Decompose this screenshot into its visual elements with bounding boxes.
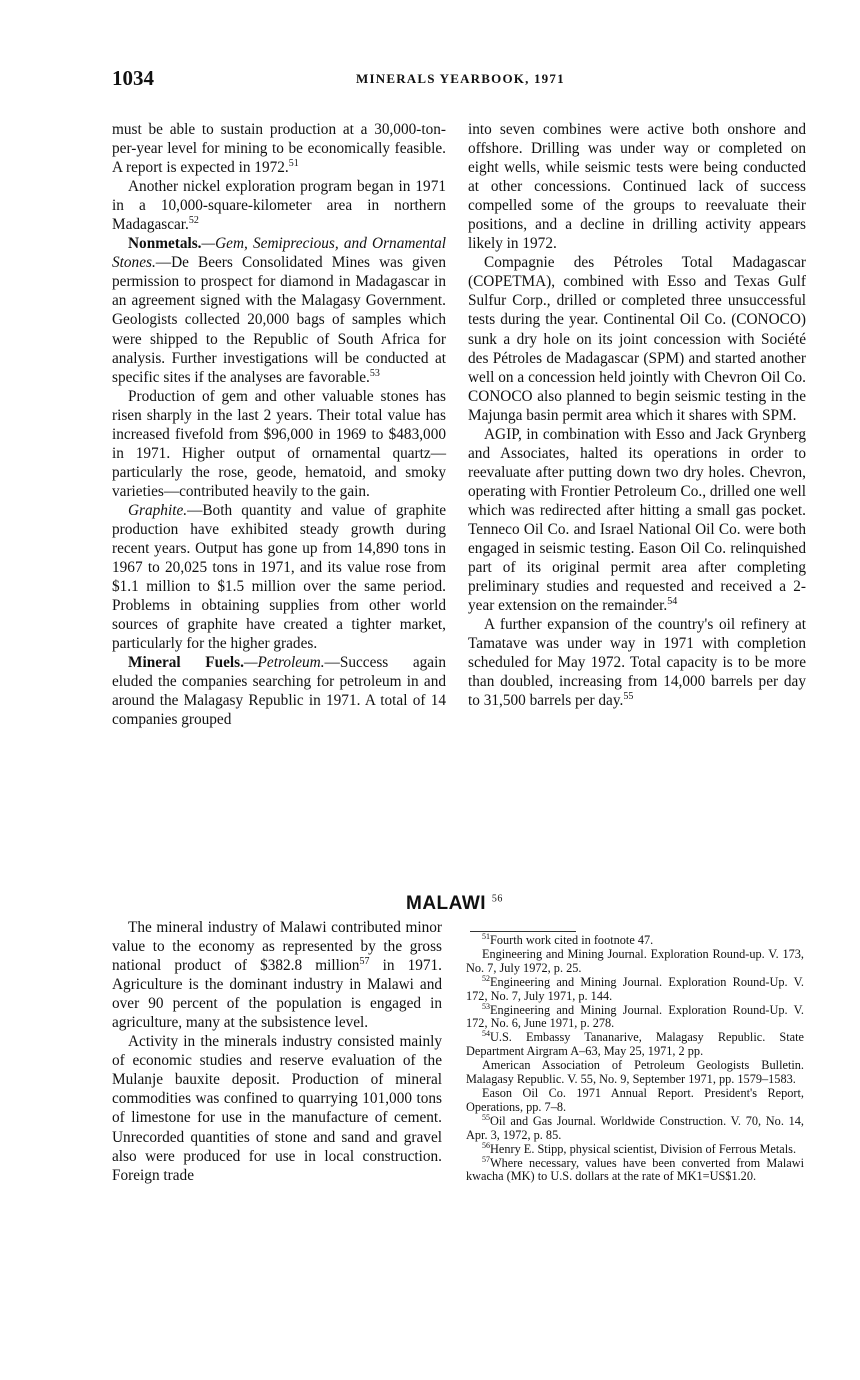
paragraph-text: The mineral industry of Malawi contributed minor value to the economy as represented by the gross national product of $382.8 million xyxy=(112,919,442,975)
footnote-number: 53 xyxy=(482,1001,490,1011)
column-right xyxy=(468,120,806,710)
paragraph xyxy=(112,1032,442,1184)
footnote-ref: 51 xyxy=(288,158,299,169)
paragraph xyxy=(112,918,442,1032)
footnote xyxy=(466,973,804,1004)
subheading: Nonmetals. xyxy=(128,235,202,253)
footnote-ref: 55 xyxy=(623,691,634,703)
footnote-number: 52 xyxy=(482,973,490,983)
paragraph-text: Activity in the minerals industry consisted mainly of economic studies and reserve evaluation of the Mulanje bauxite deposit. Production of mineral commodities was confined to quarrying 101,000 tons of limestone for use in the manufacture of cement. Unrecorded quantities of stone and sand and gravel also were produced for use in local construction. Foreign trade xyxy=(112,1033,442,1184)
footnote-ref: 52 xyxy=(188,215,199,227)
footnote-ref: 53 xyxy=(369,367,380,379)
footnote-number: 51 xyxy=(482,931,490,941)
paragraph xyxy=(468,425,806,615)
paragraph xyxy=(112,387,446,501)
footnote-text: Eason Oil Co. 1971 Annual Report. President's Report, Operations, pp. 7–8. xyxy=(466,1085,804,1114)
paragraph xyxy=(468,253,806,424)
footnote-text: Henry E. Stipp, physical scientist, Division of Ferrous Metals. xyxy=(490,1141,797,1156)
page-header xyxy=(112,66,808,96)
column-left xyxy=(112,120,446,730)
subheading-italic: Graphite. xyxy=(128,501,188,519)
footnote-text: Engineering and Mining Journal. Exploration Round-up. V. 173, No. 7, July 1972, p. 25. xyxy=(466,946,804,975)
footnote-text: Engineering and Mining Journal. Exploration Round-Up. V. 172, No. 7, July 1971, p. 144. xyxy=(466,974,804,1003)
paragraph-text: into seven combines were active both onshore and offshore. Drilling was under way or completed on eight wells, while seismic tests were being conducted at other concessions. Continued lack of success compelled some of the groups to reevaluate their positions, and a decline in drilling activity appears likely in 1972. xyxy=(468,121,806,253)
paragraph-text: AGIP, in combination with Esso and Jack Grynberg and Associates, halted its operations in order to reevaluate after putting down two dry holes. Chevron, operating with Frontier Petroleum Co., drilled one well which was redirected after hitting a small gas pocket. Tenneco Oil Co. and Israel National Oil Co. were both engaged in seismic testing. Eason Oil Co. relinquished part of its original permit area after completing preliminary studies and requested and received a 2-year extension on the remainder. xyxy=(468,425,806,615)
subheading: Mineral Fuels. xyxy=(128,654,244,672)
footnote-number: 55 xyxy=(482,1112,490,1122)
footnote xyxy=(466,1059,804,1087)
section-title: MALAWI xyxy=(406,893,487,914)
section-heading xyxy=(406,893,503,915)
running-title: MINERALS YEARBOOK, 1971 xyxy=(356,71,565,86)
footnote-text: Fourth work cited in footnote 47. xyxy=(490,933,654,947)
footnote xyxy=(466,1140,804,1157)
footnote xyxy=(466,1001,804,1032)
subheading-italic: —Petroleum. xyxy=(243,654,325,672)
paragraph-text: —Both quantity and value of graphite production have exhibited steady growth during recent years. Output has gone up from 14,890 tons in 1967 to 20,025 tons in 1971, and its value rose from $1.1 million to $1.5 million over the same period. Problems in obtaining supplies from other world sources of graphite have created a tighter market, particularly for the higher grades. xyxy=(112,501,446,653)
paragraph-text: —De Beers Consolidated Mines was given permission to prospect for diamond in Madagascar in an agreement signed with the Malagasy Government. Geologists collected 20,000 bags of samples which were shipped to the Republic of South Africa for analysis. Further investigations will be conducted at specific sites if the analyses are favorable. xyxy=(112,254,446,386)
footnote-ref: 56 xyxy=(491,893,503,905)
footnote-text: Engineering and Mining Journal. Exploration Round-Up. V. 172, No. 6, June 1971, p. 278. xyxy=(466,1002,804,1031)
footnote xyxy=(466,948,804,976)
footnote-number: 56 xyxy=(482,1140,490,1150)
paragraph xyxy=(112,501,446,653)
footnote xyxy=(466,1087,804,1115)
subheading-italic: —Gem, Semiprecious, and Ornamental Stones. xyxy=(112,235,446,272)
footnote-number: 54 xyxy=(482,1029,490,1039)
footnote xyxy=(466,1154,804,1185)
paragraph-text: —Success again eluded the companies searching for petroleum in and around the Malagasy Republic in 1971. A total of 14 companies grouped xyxy=(112,654,446,729)
page-number: 1034 xyxy=(112,66,154,90)
paragraph xyxy=(112,120,446,177)
paragraph-text: in 1971. Agriculture is the dominant industry in Malawi and over 90 percent of the population is engaged in agriculture, many at the subsistence level. xyxy=(112,957,442,1032)
paragraph xyxy=(112,653,446,729)
paragraph xyxy=(468,615,806,710)
footnote-text: U.S. Embassy Tananarive, Malagasy Republic. State Department Airgram A–63, May 25, 1971, 2 pp. xyxy=(466,1030,804,1059)
paragraph-text: Production of gem and other valuable stones has risen sharply in the last 2 years. Their total value has increased fivefold from $96,000 in 1969 to $483,000 in 1971. Higher output of ornamental quartz—particularly the rose, geode, hematoid, and smoky varieties—contributed heavily to the gain. xyxy=(112,387,446,500)
footnote xyxy=(466,1112,804,1143)
footnote-ref: 57 xyxy=(359,956,370,967)
malawi-text xyxy=(112,918,442,1185)
paragraph xyxy=(468,120,806,253)
paragraph-text: Another nickel exploration program began in 1971 in a 10,000-square-kilometer area in northern Madagascar. xyxy=(112,178,446,234)
footnote-text: Oil and Gas Journal. Worldwide Construction. V. 70, No. 14, Apr. 3, 1972, p. 85. xyxy=(466,1113,804,1142)
paragraph-text: Compagnie des Pétroles Total Madagascar (COPETMA), combined with Esso and Texas Gulf Sulfur Corp., drilled or completed three unsuccessful tests during the year. Continental Oil Co. (CONOCO) sunk a dry hole on its joint concession with Société des Pétroles de Madagascar (SPM) and started another well on a concession held jointly with Chevron Oil Co. CONOCO also planned to begin seismic testing in the Majunga basin permit area which it shares with SPM. xyxy=(468,254,806,424)
paragraph xyxy=(112,234,446,386)
footnote-text: American Association of Petroleum Geologists Bulletin. Malagasy Republic. V. 55, No. 9, September 1971, pp. 1579–1583. xyxy=(466,1058,804,1087)
footnote xyxy=(466,931,804,948)
paragraph xyxy=(112,177,446,234)
paragraph-text: A further expansion of the country's oil refinery at Tamatave was under way in 1971 with completion scheduled for May 1972. Total capacity is to be more than doubled, increasing from 14,000 barrels per day to 31,500 barrels per day. xyxy=(468,616,806,710)
footnote-ref: 54 xyxy=(667,596,678,608)
footnote xyxy=(466,1031,804,1059)
footnotes xyxy=(466,931,804,1184)
footnote-number: 57 xyxy=(482,1154,490,1164)
footnote-text: Where necessary, values have been converted from Malawi kwacha (MK) to U.S. dollars at the rate of MK1=US$1.20. xyxy=(466,1155,804,1184)
paragraph-text: must be able to sustain production at a 30,000-ton-per-year level for mining to be economically feasible. A report is expected in 1972. xyxy=(112,121,446,177)
